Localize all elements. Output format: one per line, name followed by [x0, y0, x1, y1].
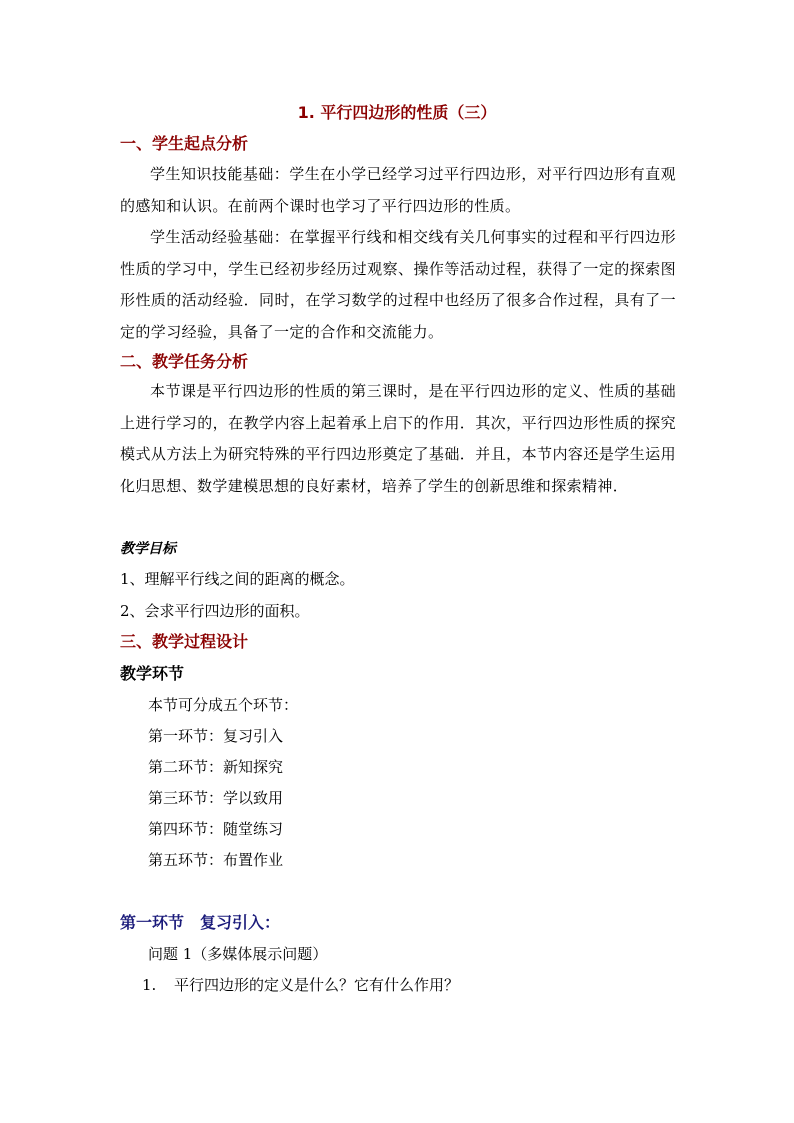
- section-heading: 一、学生起点分析: [120, 134, 249, 153]
- section2-body: [120, 376, 676, 502]
- goal-item: [120, 568, 676, 590]
- step-text: 第三环节：学以致用: [148, 789, 284, 807]
- goal-item: [120, 600, 676, 622]
- step-text: 第二环节：新知探究: [148, 758, 284, 776]
- step-item: [120, 849, 676, 871]
- paragraph: 学生活动经验基础：在掌握平行线和相交线有关几何事实的过程和平行四边形性质的学习中，学生已经初步经历过观察、操作等活动过程，获得了一定的探索图形性质的活动经验．同时，在学习数学的过程中也经历了很多合作过程，具有了一定的学习经验，具备了一定的合作和交流能力。: [120, 228, 676, 341]
- goals-heading: 教学目标: [120, 541, 176, 557]
- paragraph: 学生知识技能基础：学生在小学已经学习过平行四边形，对平行四边形有直观的感知和认识。在前两个课时也学习了平行四边形的性质。: [120, 165, 676, 215]
- step-item: [120, 756, 676, 778]
- step-item: [120, 787, 676, 809]
- part1-heading-block: [120, 912, 676, 934]
- step-text: 第一环节：复习引入: [148, 727, 284, 745]
- sub-heading: 教学环节: [120, 664, 185, 683]
- steps-intro: [120, 694, 676, 716]
- question-label-block: [120, 943, 676, 965]
- section-heading: 三、教学过程设计: [120, 632, 249, 651]
- step-item: [120, 818, 676, 840]
- question-label: 问题 1（多媒体展示问题）: [148, 945, 328, 963]
- step-text: 第五环节：布置作业: [148, 851, 284, 869]
- intro-text: 本节可分成五个环节：: [148, 696, 299, 714]
- numbered-item: [142, 974, 459, 996]
- item-number: 1.: [142, 976, 157, 994]
- goal-text: 1、理解平行线之间的距离的概念。: [120, 570, 355, 588]
- section-task-analysis: [120, 351, 676, 373]
- paragraph: 本节课是平行四边形的性质的第三课时，是在平行四边形的定义、性质的基础上进行学习的，在教学内容上起着承上启下的作用．其次，平行四边形性质的探究模式从方法上为研究特殊的平行四边形奠定了基础．并且，本节内容还是学生运用化归思想、数学建模思想的良好素材，培养了学生的创新思维和探索精神．: [120, 382, 676, 495]
- item-text: 平行四边形的定义是什么？它有什么作用？: [174, 976, 460, 994]
- section-heading: 二、教学任务分析: [120, 352, 249, 371]
- step-text: 第四环节：随堂练习: [148, 820, 284, 838]
- goals-block: [120, 538, 676, 560]
- goal-text: 2、会求平行四边形的面积。: [120, 602, 310, 620]
- teaching-steps-heading-block: [120, 663, 676, 685]
- section-student-analysis: [120, 133, 676, 155]
- part-heading: 第一环节 复习引入：: [120, 913, 281, 932]
- document-title: 1. 平行四边形的性质（三）: [297, 103, 497, 122]
- section-process-design: [120, 631, 676, 653]
- section1-body: [120, 159, 676, 348]
- step-item: [120, 725, 676, 747]
